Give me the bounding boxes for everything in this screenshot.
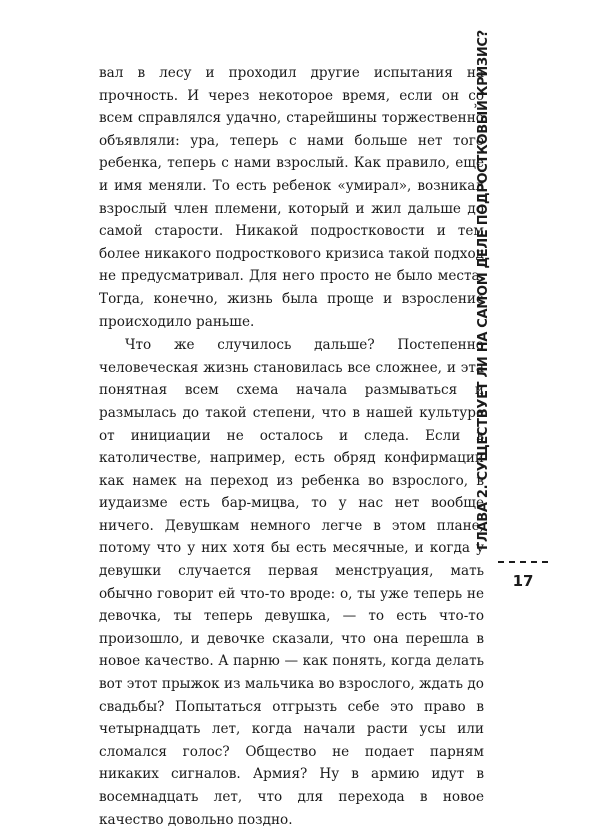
paragraph: Что же случилось дальше? Постепенно человеческая жизнь становилась все сложнее, и эта понятная всем схема начала размываться и размылась до такой степени, что в нашей культуре от инициации не осталось и следа. Если в католичестве, например, есть обряд конфирмации как намек на переход из ребенка во взрослого, в иудаизме есть бар-мицва, то у нас нет вообще ничего. Девушкам немного легче в этом плане, потому что у них хотя бы есть месячные, и когда у девушки случается первая менструация, мать обычно говорит ей что-то вроде: о, ты уже теперь не девочка, ты теперь девушка, — то есть что-то произошло, и девочке сказали, что она перешла в новое качество. А парню — как понять, когда делать вот этот прыжок из мальчика во взрослого, ждать до свадьбы? Попытаться отгрызть себе это право в четырнадцать лет, когда начали расти усы или сломался голос? Общество не подает парням никаких сигналов. Армия? Ну в армию идут в восемнадцать лет, что для перехода в новое качество довольно поздно. <box>99 337 484 828</box>
paragraph: вал в лесу и проходил другие испытания на прочность. И через некоторое время, если он со всем справлялся удачно, старейшины торжественно объявляли: ура, теперь с нами больше нет того ребенка, теперь с нами взрослый. Как правило, еще и имя меняли. То есть ребенок «умирал», возникал взрослый член племени, который и жил дальше до самой старости. Никакой подростковости и тем более никакого подросткового кризиса такой подход не предусматривал. Для него просто не было места. Тогда, конечно, жизнь была проще и взросление происходило раньше. <box>99 65 484 330</box>
divider <box>498 561 548 563</box>
chapter-title: ГЛАВА 2. СУЩЕСТВУЕТ ЛИ НА САМОМ ДЕЛЕ ПОДРОСТКОВЫЙ КРИЗИС? <box>476 30 491 550</box>
page-body <box>99 62 484 831</box>
page-number: 17 <box>512 572 534 590</box>
